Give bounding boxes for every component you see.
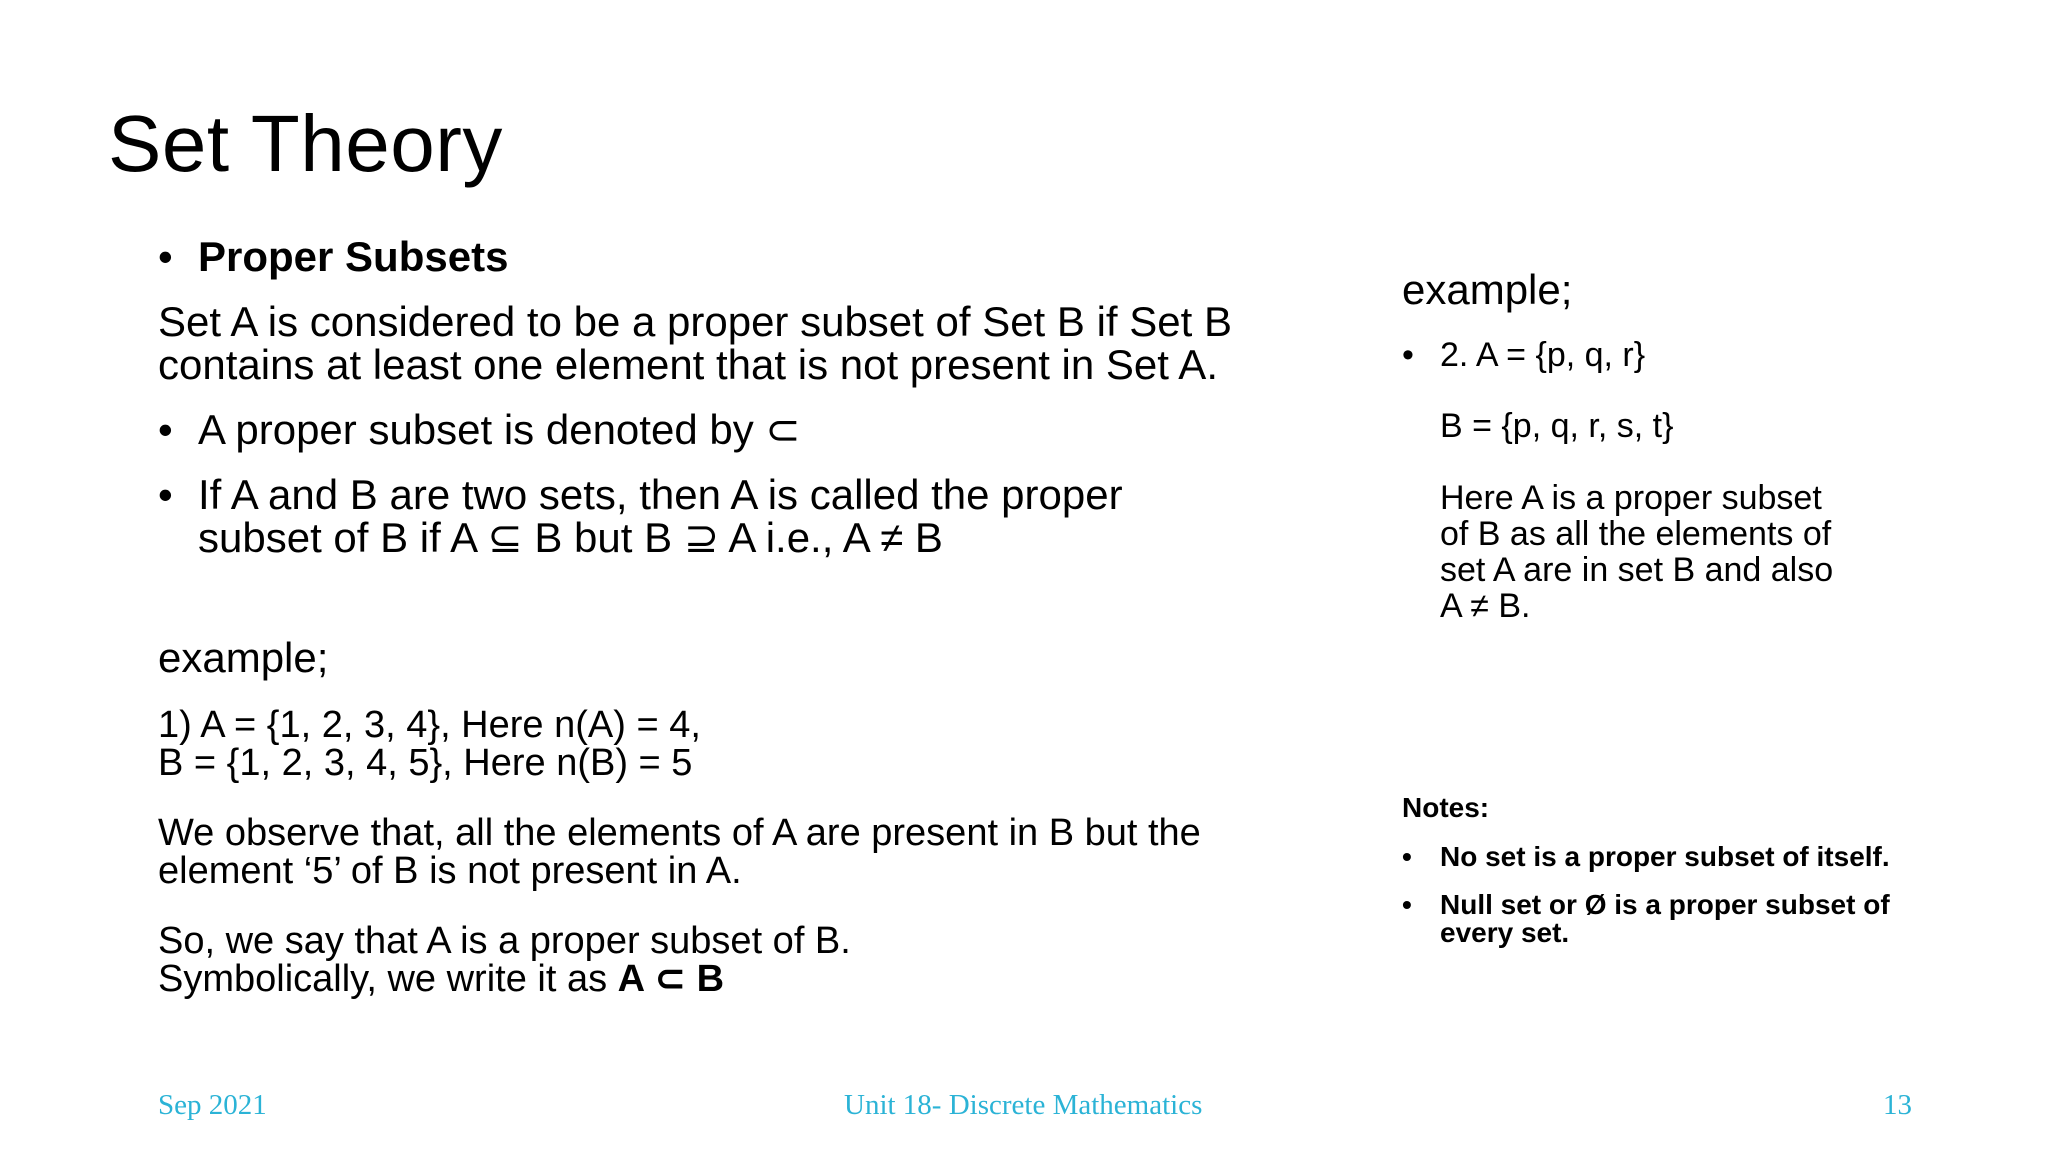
- if-line-2: subset of B if A ⊆ B but B ⊇ A i.e., A ≠ B: [198, 514, 943, 561]
- section-heading: Proper Subsets: [198, 233, 509, 280]
- explain-line-4: A ≠ B.: [1440, 587, 1531, 625]
- bullet-proper-subsets: [158, 235, 508, 278]
- example-label-left: example;: [158, 634, 329, 681]
- notes-label: Notes:: [1402, 792, 1490, 823]
- definition-text: [158, 300, 1232, 386]
- slide-title: Set Theory: [108, 99, 503, 188]
- bullet-dot: •: [1402, 841, 1412, 872]
- explain-line-2: of B as all the elements of: [1440, 515, 1832, 553]
- bullet-denoted: [158, 408, 801, 451]
- footer-page-number: 13: [1883, 1089, 1912, 1121]
- note-2: [1402, 891, 1890, 947]
- if-a-and-b-text: [198, 473, 1123, 559]
- conclusion-prefix: Symbolically, we write it as: [158, 958, 618, 1000]
- note-2-line-2: every set.: [1440, 917, 1570, 948]
- bullet-dot: •: [158, 471, 173, 518]
- conclusion-line-2: [158, 960, 851, 998]
- footer-course: Unit 18- Discrete Mathematics: [844, 1089, 1203, 1121]
- example-1-line-1: 1) A = {1, 2, 3, 4}, Here n(A) = 4,: [158, 704, 701, 746]
- denoted-text: A proper subset is denoted by ⊂: [198, 406, 801, 453]
- conclusion-symbol: A ⊂ B: [617, 958, 725, 1000]
- bullet-dot: •: [158, 406, 173, 453]
- explain-line-3: set A are in set B and also: [1440, 551, 1834, 589]
- footer-date: Sep 2021: [158, 1089, 267, 1121]
- observation: [158, 814, 1201, 890]
- definition-line-2: contains at least one element that is not present in Set A.: [158, 341, 1218, 388]
- bullet-example-2: [1402, 337, 1645, 373]
- bullet-if-a-and-b: [158, 473, 1123, 559]
- example-2-b: B = {p, q, r, s, t}: [1440, 407, 1674, 445]
- explain-line-1: Here A is a proper subset: [1440, 479, 1822, 517]
- observation-line-1: We observe that, all the elements of A are present in B but the: [158, 812, 1201, 854]
- note-2-line-1: Null set or Ø is a proper subset of: [1440, 889, 1890, 920]
- example-2-a: 2. A = {p, q, r}: [1440, 336, 1646, 374]
- bullet-dot: •: [1402, 889, 1412, 920]
- observation-line-2: element ‘5’ of B is not present in A.: [158, 850, 742, 892]
- definition-line-1: Set A is considered to be a proper subset of Set B if Set B: [158, 298, 1232, 345]
- example-1-line-2: B = {1, 2, 3, 4, 5}, Here n(B) = 5: [158, 742, 693, 784]
- example-1: [158, 706, 701, 782]
- example-label-right: example;: [1402, 266, 1573, 313]
- bullet-dot: •: [158, 233, 173, 280]
- note-2-text: [1440, 891, 1890, 947]
- note-1-text: No set is a proper subset of itself.: [1440, 841, 1890, 872]
- conclusion-line-1: So, we say that A is a proper subset of B.: [158, 920, 851, 962]
- bullet-dot: •: [1402, 336, 1414, 374]
- example-2-explanation: [1440, 480, 1833, 624]
- conclusion: [158, 922, 851, 998]
- note-1: [1402, 843, 1890, 871]
- if-line-1: If A and B are two sets, then A is called the proper: [198, 471, 1123, 518]
